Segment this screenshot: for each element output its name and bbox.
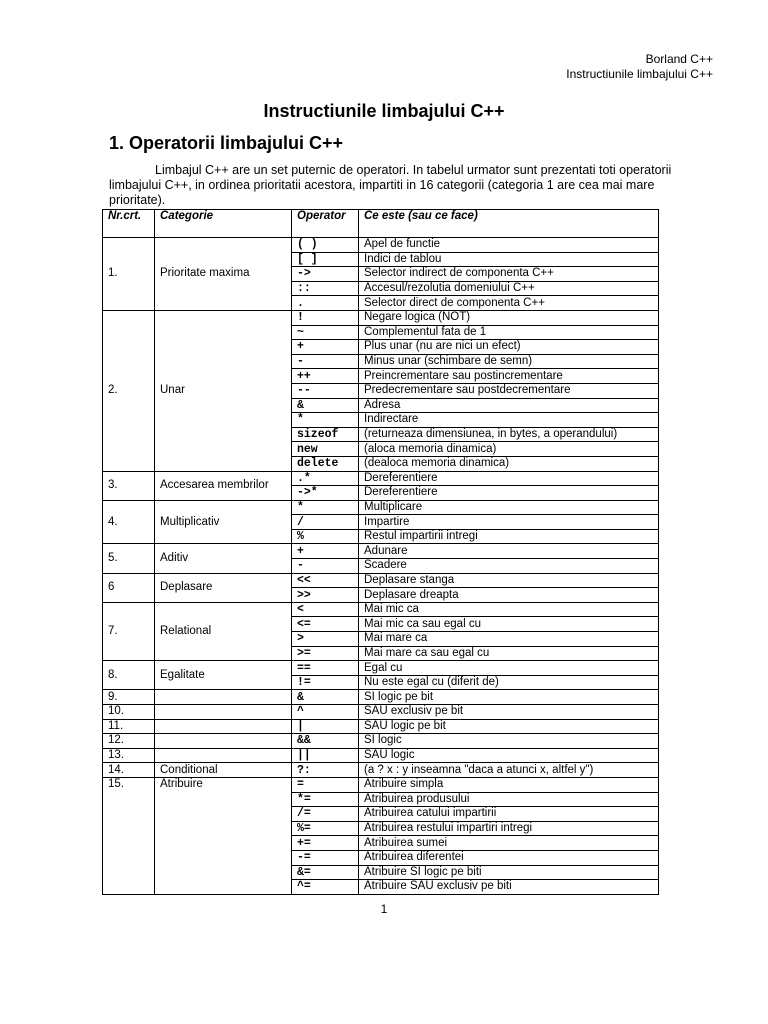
category-number: 2. xyxy=(103,310,155,471)
category-name: Multiplicativ xyxy=(155,500,292,544)
operator-symbol: >> xyxy=(292,588,359,603)
operator-description: Mai mic ca xyxy=(359,602,659,617)
operator-symbol: *= xyxy=(292,792,359,807)
category-name xyxy=(155,719,292,734)
operator-description: Complementul fata de 1 xyxy=(359,325,659,340)
header-line-1: Borland C++ xyxy=(645,52,713,66)
operator-description: Atribuirea diferentei xyxy=(359,850,659,865)
operator-description: Indirectare xyxy=(359,413,659,428)
operator-symbol: .* xyxy=(292,471,359,486)
operator-description: Deplasare dreapta xyxy=(359,588,659,603)
category-name: Conditional xyxy=(155,763,292,778)
operator-description: Atribuire SAU exclusiv pe biti xyxy=(359,880,659,895)
operator-description: Plus unar (nu are nici un efect) xyxy=(359,340,659,355)
operator-description: Negare logica (NOT) xyxy=(359,310,659,325)
operator-symbol: %= xyxy=(292,821,359,836)
table-row xyxy=(103,777,659,792)
table-row xyxy=(103,763,659,778)
table-row xyxy=(103,310,659,325)
operator-symbol: - xyxy=(292,559,359,574)
operator-description: Mai mare ca xyxy=(359,632,659,647)
operator-description: (dealoca memoria dinamica) xyxy=(359,456,659,471)
category-number: 9. xyxy=(103,690,155,705)
operator-symbol: &= xyxy=(292,865,359,880)
operator-description: Deplasare stanga xyxy=(359,573,659,588)
operator-symbol: < xyxy=(292,602,359,617)
table-row xyxy=(103,734,659,749)
operator-symbol: /= xyxy=(292,807,359,822)
operator-symbol: :: xyxy=(292,281,359,296)
operator-description: Restul impartirii intregi xyxy=(359,529,659,544)
category-number: 15. xyxy=(103,777,155,894)
operator-symbol: ~ xyxy=(292,325,359,340)
operator-symbol: & xyxy=(292,398,359,413)
operator-description: Impartire xyxy=(359,515,659,530)
operator-symbol: -> xyxy=(292,267,359,282)
category-name: Egalitate xyxy=(155,661,292,690)
operator-symbol: ^= xyxy=(292,880,359,895)
operator-symbol: <= xyxy=(292,617,359,632)
operator-symbol: || xyxy=(292,748,359,763)
operator-description: Apel de functie xyxy=(359,238,659,253)
table-row xyxy=(103,238,659,253)
operator-symbol: ! xyxy=(292,310,359,325)
operator-description: Dereferentiere xyxy=(359,471,659,486)
operator-symbol: ( ) xyxy=(292,238,359,253)
page-header xyxy=(566,52,713,82)
operator-symbol: delete xyxy=(292,456,359,471)
operator-symbol: -= xyxy=(292,850,359,865)
operator-symbol: [ ] xyxy=(292,252,359,267)
category-number: 11. xyxy=(103,719,155,734)
section-title: 1. Operatorii limbajului C++ xyxy=(109,133,344,153)
operator-description: SAU exclusiv pe bit xyxy=(359,705,659,720)
operator-description: Accesul/rezolutia domeniului C++ xyxy=(359,281,659,296)
operator-description: Atribuire simpla xyxy=(359,777,659,792)
table-row xyxy=(103,719,659,734)
operator-description: Egal cu xyxy=(359,661,659,676)
category-name: Relational xyxy=(155,602,292,660)
operator-description: Selector direct de componenta C++ xyxy=(359,296,659,311)
table-row xyxy=(103,661,659,676)
operator-symbol: += xyxy=(292,836,359,851)
operator-symbol: > xyxy=(292,632,359,647)
category-name: Atribuire xyxy=(155,777,292,894)
operator-description: Atribuirea produsului xyxy=(359,792,659,807)
category-number: 5. xyxy=(103,544,155,573)
operator-description: SAU logic pe bit xyxy=(359,719,659,734)
category-number: 1. xyxy=(103,238,155,311)
table-row xyxy=(103,500,659,515)
category-name xyxy=(155,690,292,705)
table-row xyxy=(103,690,659,705)
category-name xyxy=(155,748,292,763)
operators-table xyxy=(102,209,659,895)
header-descriere: Ce este (sau ce face) xyxy=(359,210,659,238)
header-line-2: Instructiunile limbajului C++ xyxy=(566,67,713,81)
table-row xyxy=(103,544,659,559)
category-name: Aditiv xyxy=(155,544,292,573)
table-body xyxy=(103,238,659,895)
table-row xyxy=(103,471,659,486)
page-number: 1 xyxy=(380,902,388,916)
operator-symbol: & xyxy=(292,690,359,705)
category-name xyxy=(155,734,292,749)
operator-description: Nu este egal cu (diferit de) xyxy=(359,675,659,690)
operator-symbol: -- xyxy=(292,383,359,398)
category-number: 12. xyxy=(103,734,155,749)
operator-symbol: == xyxy=(292,661,359,676)
operator-symbol: ?: xyxy=(292,763,359,778)
operator-symbol: ->* xyxy=(292,486,359,501)
header-categorie: Categorie xyxy=(155,210,292,238)
operator-description: Atribuire SI logic pe biti xyxy=(359,865,659,880)
operator-description: Dereferentiere xyxy=(359,486,659,501)
table-row xyxy=(103,748,659,763)
operator-symbol: ^ xyxy=(292,705,359,720)
operator-description: Adunare xyxy=(359,544,659,559)
operator-description: (a ? x : y inseamna "daca a atunci x, altfel y") xyxy=(359,763,659,778)
operator-description: Indici de tablou xyxy=(359,252,659,267)
operator-symbol: != xyxy=(292,675,359,690)
operator-description: Preincrementare sau postincrementare xyxy=(359,369,659,384)
table-header-row xyxy=(103,210,659,238)
operator-description: SAU logic xyxy=(359,748,659,763)
operator-description: (aloca memoria dinamica) xyxy=(359,442,659,457)
category-number: 14. xyxy=(103,763,155,778)
operator-description: Scadere xyxy=(359,559,659,574)
operator-description: Mai mic ca sau egal cu xyxy=(359,617,659,632)
operator-description: SI logic xyxy=(359,734,659,749)
operator-symbol: . xyxy=(292,296,359,311)
category-number: 4. xyxy=(103,500,155,544)
category-number: 13. xyxy=(103,748,155,763)
operator-description: Atribuirea sumei xyxy=(359,836,659,851)
operator-symbol: - xyxy=(292,354,359,369)
table-row xyxy=(103,705,659,720)
operator-symbol: * xyxy=(292,500,359,515)
operator-symbol: ++ xyxy=(292,369,359,384)
category-number: 10. xyxy=(103,705,155,720)
document-title: Instructiunile limbajului C++ xyxy=(263,101,505,121)
operator-description: (returneaza dimensiunea, in bytes, a operandului) xyxy=(359,427,659,442)
category-number: 8. xyxy=(103,661,155,690)
operator-symbol: | xyxy=(292,719,359,734)
operator-symbol: new xyxy=(292,442,359,457)
operator-description: Selector indirect de componenta C++ xyxy=(359,267,659,282)
operator-symbol: >= xyxy=(292,646,359,661)
table-row xyxy=(103,573,659,588)
operator-symbol: << xyxy=(292,573,359,588)
category-name: Prioritate maxima xyxy=(155,238,292,311)
operator-description: Atribuirea catului impartirii xyxy=(359,807,659,822)
operator-symbol: * xyxy=(292,413,359,428)
table-row xyxy=(103,602,659,617)
category-name: Accesarea membrilor xyxy=(155,471,292,500)
category-number: 3. xyxy=(103,471,155,500)
operator-description: Multiplicare xyxy=(359,500,659,515)
header-operator: Operator xyxy=(292,210,359,238)
operator-description: Adresa xyxy=(359,398,659,413)
operator-description: Mai mare ca sau egal cu xyxy=(359,646,659,661)
operator-symbol: + xyxy=(292,340,359,355)
operator-symbol: sizeof xyxy=(292,427,359,442)
operator-description: Atribuirea restului impartiri intregi xyxy=(359,821,659,836)
operator-description: Minus unar (schimbare de semn) xyxy=(359,354,659,369)
category-name: Deplasare xyxy=(155,573,292,602)
operator-symbol: + xyxy=(292,544,359,559)
header-nr: Nr.crt. xyxy=(103,210,155,238)
category-name xyxy=(155,705,292,720)
operator-symbol: / xyxy=(292,515,359,530)
category-number: 6 xyxy=(103,573,155,602)
category-number: 7. xyxy=(103,602,155,660)
operator-symbol: % xyxy=(292,529,359,544)
intro-paragraph xyxy=(109,163,709,208)
category-name: Unar xyxy=(155,310,292,471)
operator-description: SI logic pe bit xyxy=(359,690,659,705)
intro-text: Limbajul C++ are un set puternic de operatori. In tabelul urmator sunt prezentati toti operatorii limbajului C++, in ordinea prioritatii acestora, impartiti in 16 categorii (categoria 1 are cea mai mare prioritate). xyxy=(109,163,672,207)
operator-symbol: = xyxy=(292,777,359,792)
operator-description: Predecrementare sau postdecrementare xyxy=(359,383,659,398)
operator-symbol: && xyxy=(292,734,359,749)
